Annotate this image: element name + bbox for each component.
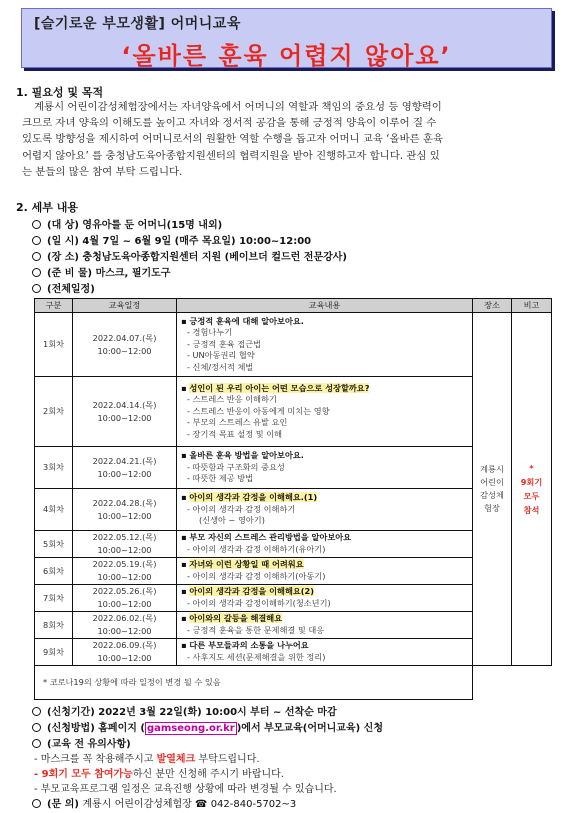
detail-location: (장 소) 충청남도육아종합지원센터 지원 (베이브더 컬드런 전문강사) <box>32 248 347 263</box>
header-title: ‘올바른 훈육 어렵지 않아요’ <box>121 42 452 70</box>
section2-heading: 2. 세부 내용 <box>16 201 78 214</box>
section1-paragraph <box>22 99 567 180</box>
para-line: 어렵지 않아요’ 를 충청남도육아종합지원센터의 협력지원을 받아 진행하고자 합니다. 관심 있 <box>22 149 440 162</box>
para-line: 있도록 방향성을 제시하여 어머니로서의 원활한 역할 수행을 돕고자 어머니 교육 ‘올바른 훈육 <box>22 133 444 146</box>
circle-bullet-icon <box>32 723 41 732</box>
circle-bullet-icon <box>32 707 41 716</box>
header-subtitle: [슬기로운 부모생활] 어머니교육 <box>34 16 241 32</box>
detail-target: (대 상) 영유아를 둔 어머니(15명 내외) <box>32 216 222 231</box>
table-row: 5회차 2022.05.12.(목) 10:00~12:00 ▪ 부모 자신의 스트레스 관리방법을 알아보아요 - 아이의 생각과 감정 이해하기(유아기) <box>35 531 552 558</box>
contact-line: (문 의) 계룡시 어린이감성체험장 ☎ 042-840-5702~3 <box>32 795 296 810</box>
header-note: 비고 <box>512 299 552 313</box>
note-cell: * 9회기 모두 참석 <box>512 313 552 666</box>
circle-bullet-icon <box>32 252 41 261</box>
table-row: 6회차 2022.05.19.(목) 10:00~12:00 ▪ 자녀와 이런 상황일 때 어려워요 - 아이의 생각과 감정 이해하기(아동기) <box>35 558 552 585</box>
table-row: 3회차 2022.04.21.(목) 10:00~12:00 ▪ 올바른 훈육 방법을 알아보아요. - 따뜻함과 구조화의 중요성 - 따뜻한 제공 방법 <box>35 447 552 489</box>
notice-heading: (교육 전 유의사항) <box>32 735 131 750</box>
table-row: 2회차 2022.04.14.(목) 10:00~12:00 ▪ 성인이 된 우리 아이는 어떤 모습으로 성장할까요? - 스트레스 반응 이해하기 - 스트레스 반응이 아동에게 미치는 영향 - 부모의 스트레스 유발 요인 - 장기적 목표 설정 및 이해 <box>35 377 552 447</box>
circle-bullet-icon <box>32 268 41 277</box>
homepage-link[interactable]: gamseong.or.kr <box>146 723 235 734</box>
apply-period: (신청기간) 2022년 3월 22일(화) 10:00시 부터 ~ 선착순 마감 <box>32 703 337 718</box>
para-line: 는 분들의 많은 참여 부탁 드립니다. <box>22 165 183 178</box>
detail-supplies: (준 비 물) 마스크, 필기도구 <box>32 264 170 279</box>
table-row: 8회차 2022.06.02.(목) 10:00~12:00 ▪ 아이와의 갈등을 해결해요 - 긍정적 훈육을 통한 문제해결 및 대응 <box>35 612 552 639</box>
notice-item: - 9회기 모두 참여가능하신 분만 신청해 주시기 바랍니다. <box>34 769 284 780</box>
notice-item: - 부모교육프로그램 일정은 교육진행 상황에 따라 변경될 수 있습니다. <box>34 784 337 795</box>
circle-bullet-icon <box>32 284 41 293</box>
table-header-row <box>35 299 552 313</box>
covid-note: * 코로나19의 상황에 따라 일정이 변경 될 수 있음 <box>35 666 473 700</box>
header-content: 교육내용 <box>177 299 473 313</box>
table-row: 4회차 2022.04.28.(목) 10:00~12:00 ▪ 아이의 생각과 감정을 이해해요.(1) - 아이의 생각과 감정 이해하기 (신생아 ~ 영아기) <box>35 489 552 531</box>
circle-bullet-icon <box>32 220 41 229</box>
circle-bullet-icon <box>32 799 41 808</box>
header-place: 장소 <box>473 299 512 313</box>
para-line: 계룡시 어린이감성체험장에서는 자녀양육에서 어머니의 역할과 책임의 중요성 등 영향력이 <box>34 101 442 113</box>
circle-bullet-icon <box>32 739 41 748</box>
schedule-table <box>34 298 552 700</box>
header-date: 교육일정 <box>73 299 177 313</box>
apply-method: (신청방법) 홈페이지 ( gamseong.or.kr )에서 부모교육(어머니교육) 신청 <box>32 719 383 734</box>
circle-bullet-icon <box>32 236 41 245</box>
detail-schedule-label: (전체일정) <box>32 280 95 295</box>
table-row: 7회차 2022.05.26.(목) 10:00~12:00 ▪ 아이의 생각과 감정을 이해해요(2) - 아이의 생각과 감정이해하기(청소년기) <box>35 585 552 612</box>
header-round: 구분 <box>35 299 73 313</box>
table-row <box>35 666 552 700</box>
para-line: 크므로 자녀 양육의 이해도를 높이고 자녀와 정서적 공감을 통해 긍정적 양육이 이루어 질 수 <box>22 117 437 130</box>
table-row: 1회차 2022.04.07.(목) 10:00~12:00 ▪ 긍정적 훈육에 대해 알아보아요. - 경험나누기 - 긍정적 훈육 접근법 - UN아동권리 협약 - 신체/정서적 체벌 계룡시 어린이 감성체 험장 * 9회기 모두 참석 <box>35 313 552 377</box>
section1-heading: 1. 필요성 및 목적 <box>16 86 104 99</box>
table-row: 9회차 2022.06.09.(목) 10:00~12:00 ▪ 다른 부모들과의 소통을 나누어요 - 사후지도 세션(문제해결을 위한 정리) <box>35 639 552 666</box>
detail-datetime: (일 시) 4월 7일 ~ 6월 9일 (매주 목요일) 10:00~12:00 <box>32 232 311 247</box>
place-cell: 계룡시 어린이 감성체 험장 <box>473 313 512 666</box>
header-banner <box>21 8 552 68</box>
notice-item: - 마스크를 꼭 착용해주시고 발열체크 부탁드립니다. <box>34 754 260 765</box>
